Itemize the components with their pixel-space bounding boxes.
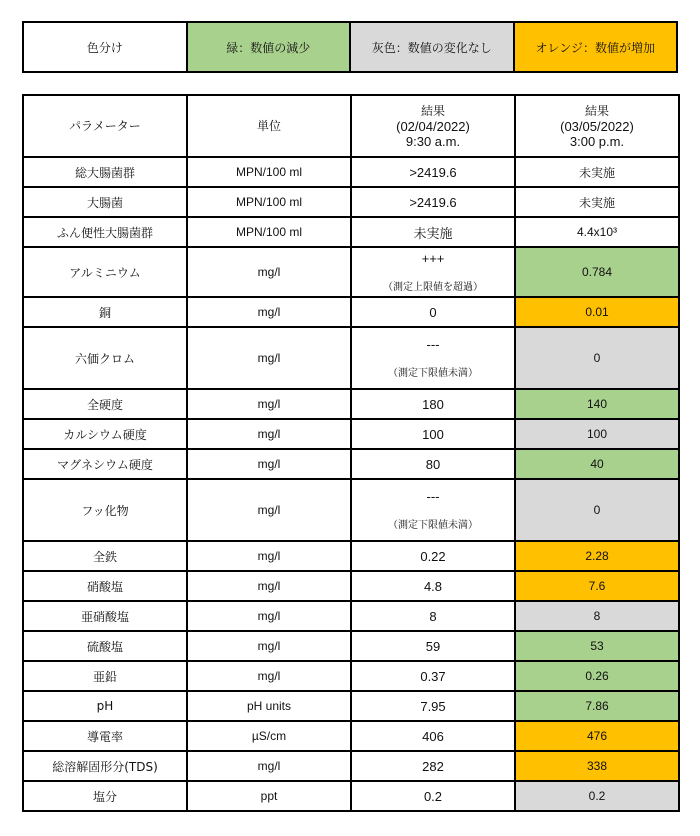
result-2-cell: 0 xyxy=(515,479,679,541)
parameter-name: 総溶解固形分(TDS) xyxy=(23,751,187,781)
unit-cell: mg/l xyxy=(187,571,351,601)
result-1-value: 282 xyxy=(422,758,444,774)
header-parameter: パラメーター xyxy=(23,95,187,157)
parameter-name: マグネシウム硬度 xyxy=(23,449,187,479)
parameter-name: 塩分 xyxy=(23,781,187,811)
table-row xyxy=(23,541,679,571)
table-row xyxy=(23,419,679,449)
result-1-cell xyxy=(351,297,515,327)
header-result-2-date: (03/05/2022) xyxy=(560,118,634,134)
result-1-note: （測定上限値を超過） xyxy=(383,282,483,293)
result-1-value: 0.2 xyxy=(423,788,443,804)
result-1-cell xyxy=(351,661,515,691)
result-2-cell: 0.784 xyxy=(515,247,679,297)
table-row xyxy=(23,601,679,631)
parameter-name: 六価クロム xyxy=(23,327,187,389)
parameter-name: フッ化物 xyxy=(23,479,187,541)
legend-gray: 灰色：数値の変化なし xyxy=(350,22,514,72)
unit-cell: mg/l xyxy=(187,541,351,571)
parameter-name: カルシウム硬度 xyxy=(23,419,187,449)
unit-cell: mg/l xyxy=(187,661,351,691)
header-result-1-label: 結果 xyxy=(420,103,445,118)
parameter-name: ふん便性大腸菌群 xyxy=(23,217,187,247)
result-1-cell xyxy=(351,781,515,811)
unit-cell: mg/l xyxy=(187,479,351,541)
result-1-cell xyxy=(351,751,515,781)
result-1-cell xyxy=(351,449,515,479)
parameter-name: 全硬度 xyxy=(23,389,187,419)
unit-cell: mg/l xyxy=(187,631,351,661)
result-1-cell xyxy=(351,419,515,449)
result-2-cell: 476 xyxy=(515,721,679,751)
result-2-cell: 8 xyxy=(515,601,679,631)
unit-cell: pH units xyxy=(187,691,351,721)
result-2-cell: 7.86 xyxy=(515,691,679,721)
header-result-2-time: 3:00 p.m. xyxy=(569,133,625,149)
result-1-cell xyxy=(351,631,515,661)
table-row xyxy=(23,187,679,217)
unit-cell: mg/l xyxy=(187,751,351,781)
result-2-cell: 0 xyxy=(515,327,679,389)
result-1-value: >2419.6 xyxy=(409,194,457,210)
result-1-cell xyxy=(351,541,515,571)
result-2-cell: 40 xyxy=(515,449,679,479)
result-1-value: 7.95 xyxy=(420,698,446,714)
parameter-name: 亜鉛 xyxy=(23,661,187,691)
result-1-cell xyxy=(351,691,515,721)
result-1-value: 180 xyxy=(422,396,444,412)
result-2-cell: 100 xyxy=(515,419,679,449)
result-1-cell xyxy=(351,479,515,541)
result-1-cell xyxy=(351,389,515,419)
header-result-1-date: (02/04/2022) xyxy=(396,118,470,134)
result-1-value: 8 xyxy=(429,608,437,624)
result-1-cell xyxy=(351,157,515,187)
header-result-2 xyxy=(515,95,679,157)
header-unit: 単位 xyxy=(187,95,351,157)
result-1-value: 80 xyxy=(425,456,441,472)
result-1-value: 0.22 xyxy=(420,548,446,564)
result-1-cell xyxy=(351,217,515,247)
header-result-1-time: 9:30 a.m. xyxy=(405,133,461,149)
parameter-name: 全鉄 xyxy=(23,541,187,571)
table-row xyxy=(23,479,679,541)
result-1-value: 406 xyxy=(422,728,444,744)
result-1-cell xyxy=(351,247,515,297)
result-2-cell: 未実施 xyxy=(515,187,679,217)
result-2-cell: 7.6 xyxy=(515,571,679,601)
parameter-name: 硝酸塩 xyxy=(23,571,187,601)
parameter-name: 硫酸塩 xyxy=(23,631,187,661)
result-2-cell: 140 xyxy=(515,389,679,419)
result-1-value: --- xyxy=(426,337,440,352)
parameter-name: pH xyxy=(23,691,187,721)
legend-green: 緑：数値の減少 xyxy=(187,22,351,72)
table-row xyxy=(23,781,679,811)
parameter-name: 総大腸菌群 xyxy=(23,157,187,187)
result-1-value: 未実施 xyxy=(413,225,453,241)
unit-cell: mg/l xyxy=(187,297,351,327)
result-2-cell: 0.26 xyxy=(515,661,679,691)
header-result-1 xyxy=(351,95,515,157)
result-1-value: 0 xyxy=(429,304,437,320)
result-1-cell xyxy=(351,187,515,217)
table-row xyxy=(23,297,679,327)
table-row xyxy=(23,631,679,661)
unit-cell: µS/cm xyxy=(187,721,351,751)
result-1-value: 0.37 xyxy=(420,668,446,684)
color-legend-table xyxy=(22,21,678,73)
table-row xyxy=(23,217,679,247)
result-1-cell xyxy=(351,327,515,389)
table-row xyxy=(23,389,679,419)
result-1-cell xyxy=(351,571,515,601)
result-2-cell: 未実施 xyxy=(515,157,679,187)
table-row xyxy=(23,247,679,297)
legend-orange: オレンジ：数値が増加 xyxy=(514,22,678,72)
unit-cell: mg/l xyxy=(187,449,351,479)
table-row xyxy=(23,571,679,601)
result-2-cell: 53 xyxy=(515,631,679,661)
results-body xyxy=(23,157,679,811)
parameter-name: 大腸菌 xyxy=(23,187,187,217)
water-quality-results-table xyxy=(22,94,680,812)
unit-cell: mg/l xyxy=(187,601,351,631)
legend-title: 色分け xyxy=(23,22,187,72)
parameter-name: 亜硝酸塩 xyxy=(23,601,187,631)
table-row xyxy=(23,327,679,389)
unit-cell: ppt xyxy=(187,781,351,811)
result-1-value: 100 xyxy=(422,426,444,442)
result-1-cell xyxy=(351,601,515,631)
unit-cell: mg/l xyxy=(187,389,351,419)
header-result-2-label: 結果 xyxy=(584,103,609,118)
unit-cell: mg/l xyxy=(187,247,351,297)
result-2-cell: 0.01 xyxy=(515,297,679,327)
result-1-value: --- xyxy=(426,489,440,504)
unit-cell: MPN/100 ml xyxy=(187,217,351,247)
result-1-note: （測定下限値未満） xyxy=(388,368,478,379)
unit-cell: mg/l xyxy=(187,327,351,389)
result-2-cell: 338 xyxy=(515,751,679,781)
header-row xyxy=(23,95,679,157)
result-1-value: 4.8 xyxy=(423,578,443,594)
result-1-value: 59 xyxy=(425,638,441,654)
unit-cell: MPN/100 ml xyxy=(187,157,351,187)
result-1-value: >2419.6 xyxy=(409,164,457,180)
result-1-cell xyxy=(351,721,515,751)
parameter-name: 銅 xyxy=(23,297,187,327)
parameter-name: アルミニウム xyxy=(23,247,187,297)
table-row xyxy=(23,751,679,781)
parameter-name: 導電率 xyxy=(23,721,187,751)
table-row xyxy=(23,721,679,751)
result-1-value: +++ xyxy=(421,251,445,266)
table-row xyxy=(23,449,679,479)
result-2-cell: 0.2 xyxy=(515,781,679,811)
result-1-note: （測定下限値未満） xyxy=(388,520,478,531)
table-row xyxy=(23,691,679,721)
result-2-cell: 2.28 xyxy=(515,541,679,571)
unit-cell: MPN/100 ml xyxy=(187,187,351,217)
result-2-cell: 4.4x10³ xyxy=(515,217,679,247)
unit-cell: mg/l xyxy=(187,419,351,449)
table-row xyxy=(23,661,679,691)
table-row xyxy=(23,157,679,187)
